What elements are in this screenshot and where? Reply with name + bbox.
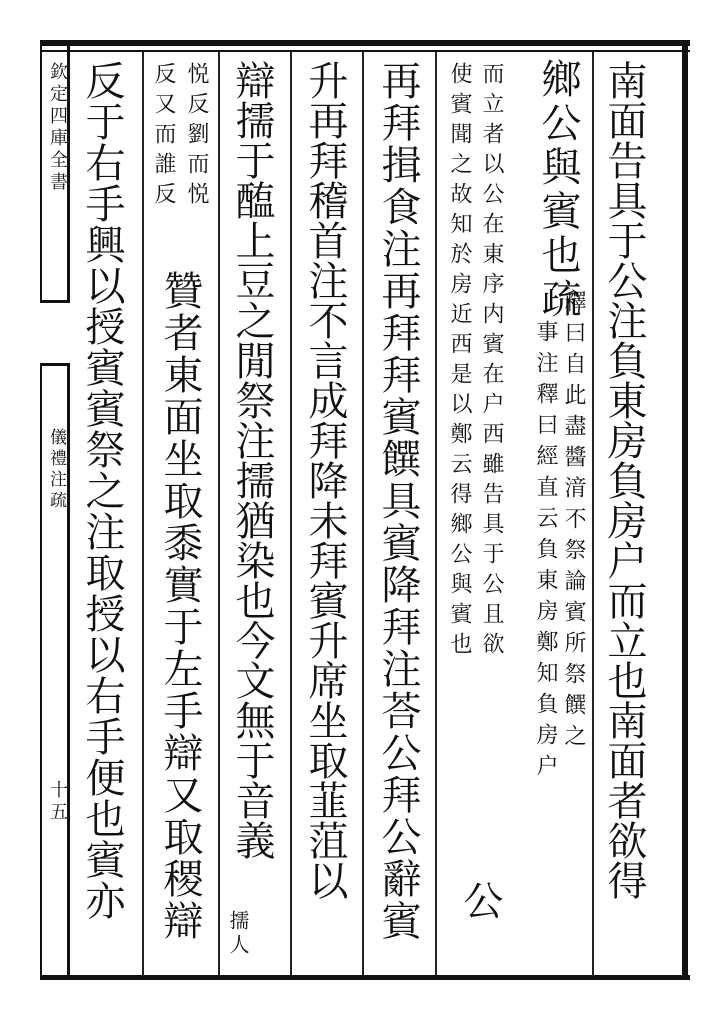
bottom-border [40,975,690,980]
text-column: 辯擩于醢上豆之閒祭注擩猶染也今文無于音義 [229,60,275,860]
commentary-column: 使賓聞之故知於房近西是以鄭云得鄉公與賓也 [447,62,472,662]
text-column: 南面告具于公注負東房負房户而立也南面者欲得 [601,60,647,900]
column-divider [592,52,594,975]
page-number: 十五 [47,780,68,824]
left-border [40,40,42,980]
text-column: 再拜揖食注再拜拜賓饌具賓降拜注荅公拜公辭賓 [375,60,421,942]
commentary-column: 事注釋曰經直云負東房鄭知負房户 [533,320,558,785]
right-border [682,40,688,980]
text-column: 反于右手興以授賓賓祭之注取授以右手便也賓亦 [79,60,125,921]
commentary-column: 擩人 [226,910,250,958]
column-divider [362,52,364,975]
column-divider [218,52,220,975]
column-divider [142,52,144,975]
library-title: 欽定四庫全書 [47,62,68,194]
column-divider [435,52,437,975]
commentary-column: 而立者以公在東序内賓在户西雖告具于公且欲 [479,62,504,662]
commentary-column: 反又而誰反 [151,62,176,212]
fishtail-mark [40,300,70,366]
book-title: 儀禮注疏 [46,428,66,512]
commentary-column: 悦反劉而悦 [184,62,209,212]
column-divider [290,52,292,975]
text-column: 鄉公與賓也疏 [535,58,581,322]
text-column: 升再拜稽首注不言成拜降未拜賓升席坐取韮菹以 [302,60,348,900]
text-column: 公 [457,880,503,921]
text-column: 贊者東面坐取黍實于左手辯又取稷辯 [157,270,203,942]
top-border [40,40,690,46]
commentary-column: 釋曰自此盡醬湇不祭論賓所祭饌之 [561,290,586,755]
